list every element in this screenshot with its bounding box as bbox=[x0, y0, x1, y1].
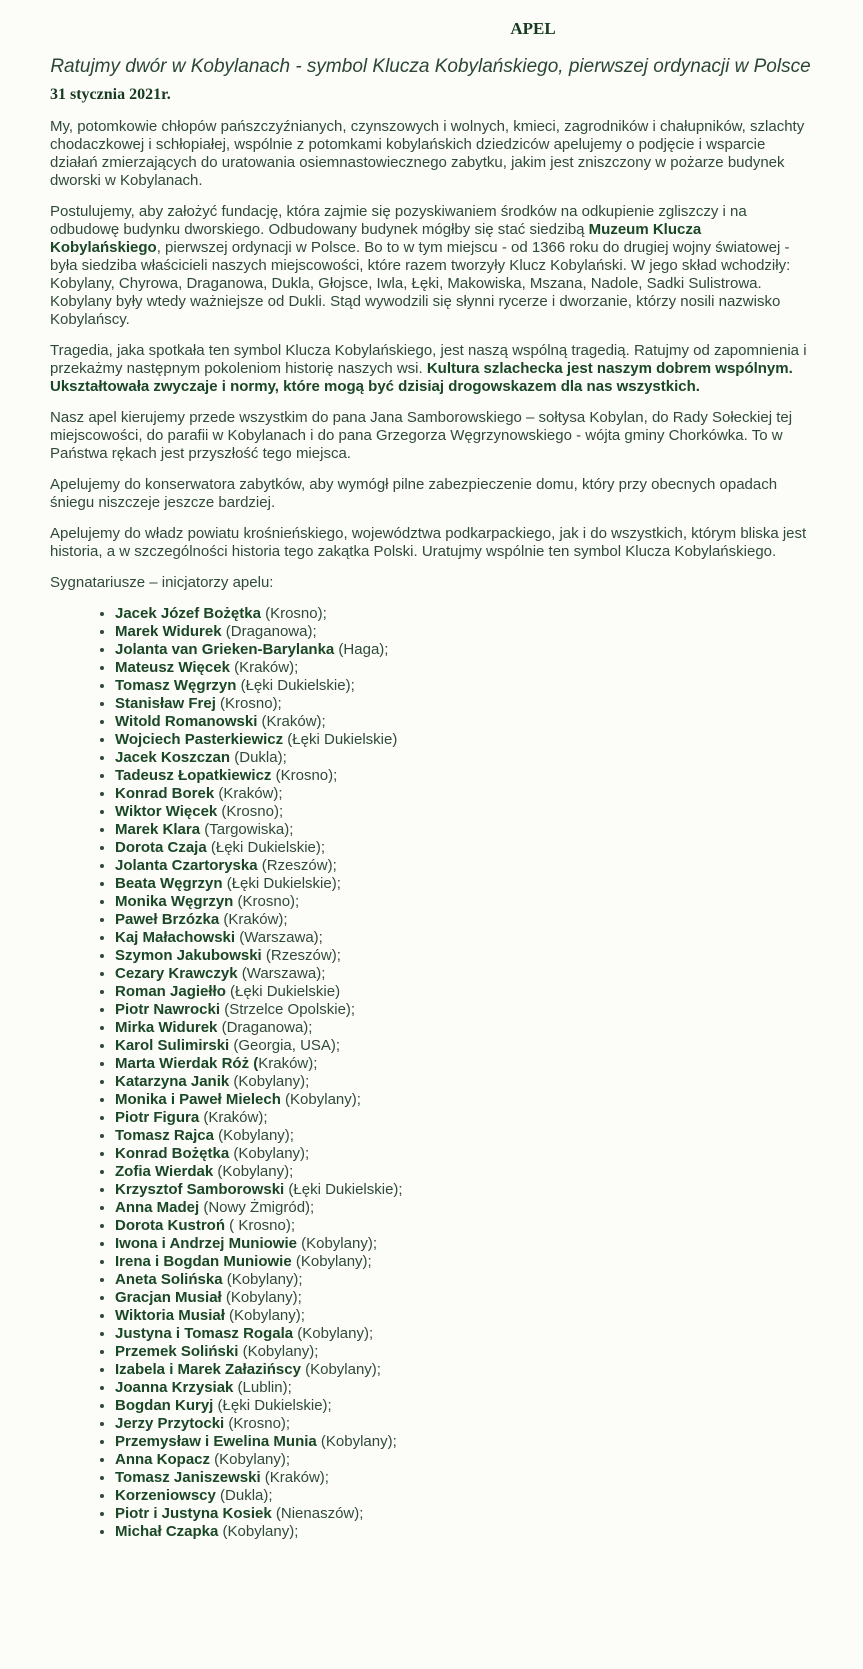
signatory-location: (Krosno); bbox=[233, 893, 300, 910]
signatory-location: (Nienaszów); bbox=[271, 1505, 364, 1522]
signatory-name: Paweł Brzózka bbox=[115, 911, 220, 928]
signatory-name: Katarzyna Janik bbox=[115, 1073, 230, 1090]
signatory-name: Wiktoria Musiał bbox=[115, 1307, 225, 1324]
paragraph-text: Postulujemy, aby założyć fundację, która zajmie się pozyskiwaniem środków na odkupienie zgliszczy i na odbudowę budynku dworskiego. Odbudowany budynek mógłby się stać siedzibą bbox=[50, 203, 747, 238]
signatory-item bbox=[115, 1235, 811, 1253]
signatory-name: Stanisław Frej bbox=[115, 695, 216, 712]
signatory-item bbox=[115, 1343, 811, 1361]
signatory-location: (Kobylany); bbox=[213, 1127, 294, 1144]
signatory-item bbox=[115, 1433, 811, 1451]
signatory-name: Krzysztof Samborowski bbox=[115, 1181, 285, 1198]
signatory-item bbox=[115, 749, 811, 767]
signatory-name: Kaj Małachowski bbox=[115, 929, 236, 946]
signatory-location: (Kobylany); bbox=[221, 1289, 302, 1306]
signatory-name: Anna Madej bbox=[115, 1199, 200, 1216]
signatory-location: (Kraków); bbox=[229, 659, 299, 676]
signatory-name: Beata Węgrzyn bbox=[115, 875, 223, 892]
signatory-location: (Kobylany); bbox=[291, 1253, 372, 1270]
signatory-name: Jacek Koszczan bbox=[115, 749, 231, 766]
signatory-location: (Kobylany); bbox=[210, 1451, 291, 1468]
signatory-name: Tomasz Rajca bbox=[115, 1127, 214, 1144]
signatory-name: Anna Kopacz bbox=[115, 1451, 211, 1468]
signatory-location: (Kobylany); bbox=[222, 1271, 303, 1288]
signatory-item bbox=[115, 1109, 811, 1127]
signatory-name: Gracjan Musiał bbox=[115, 1289, 222, 1306]
signatory-name: Marta Wierdak Róż ( bbox=[115, 1055, 259, 1072]
signatory-item bbox=[115, 947, 811, 965]
signatory-location: (Strzelce Opolskie); bbox=[220, 1001, 356, 1018]
signatory-location: (Kobylany); bbox=[293, 1325, 374, 1342]
body-paragraphs bbox=[50, 118, 811, 561]
signatory-name: Tomasz Janiszewski bbox=[115, 1469, 261, 1486]
signatory-item bbox=[115, 1469, 811, 1487]
paragraph bbox=[50, 118, 811, 190]
signatory-location: (Krosno); bbox=[224, 1415, 291, 1432]
paragraph-text: Apelujemy do konserwatora zabytków, aby wymógł pilne zabezpieczenie domu, który przy obecnych opadach śniegu niszczeje jeszcze bardziej. bbox=[50, 476, 778, 511]
signatory-item bbox=[115, 1325, 811, 1343]
signatory-name: Cezary Krawczyk bbox=[115, 965, 238, 982]
signatory-location: (Krosno); bbox=[217, 803, 284, 820]
signatory-location: (Kobylany); bbox=[300, 1361, 381, 1378]
signatory-item bbox=[115, 1163, 811, 1181]
signatory-name: Jolanta van Grieken-Barylanka bbox=[115, 641, 335, 658]
signatory-location: (Łęki Dukielskie) bbox=[283, 731, 398, 748]
signatory-name: Przemysław i Ewelina Munia bbox=[115, 1433, 317, 1450]
signatory-item bbox=[115, 767, 811, 785]
signatory-location: (Łęki Dukielskie); bbox=[236, 677, 355, 694]
signatory-location: (Kraków); bbox=[257, 713, 326, 730]
paragraph-text: , pierwszej ordynacji w Polsce. Bo to w tym miejscu - od 1366 roku do drugiej wojny światowej - była siedziba właścicieli naszych miejscowości, które razem tworzyły Klucz Kobylański. W jego skład wchodziły: Kobylany, Chyrowa, Draganowa, Dukla, Głojsce, Iwla, Łęki, Makowiska, Mszana, Nadole, Sadki Sulistrowa. Kobylany były wtedy ważniejsze od Dukli. Stąd wywodzili się słynni rycerze i dworzanie, którzy nosili nazwisko Kobylańscy. bbox=[50, 239, 791, 328]
signatory-item bbox=[115, 875, 811, 893]
paragraph-text: Apelujemy do władz powiatu krośnieńskiego, województwa podkarpackiego, jak i do wszystkich, którym bliska jest historia, a w szczególności historia tego zakątka Polski. Uratujmy wspólnie ten symbol Klucza Kobylańskiego. bbox=[50, 525, 807, 560]
signatory-name: Marek Klara bbox=[115, 821, 201, 838]
signatory-location: (Kobylany); bbox=[238, 1343, 319, 1360]
page-title: APEL bbox=[510, 19, 556, 38]
paragraph-text: Nasz apel kierujemy przede wszystkim do pana Jana Samborowskiego – sołtysa Kobylan, do Rady Sołeckiej tej miejscowości, do parafii w Kobylanach i do pana Grzegorza Węgrzynowskiego - wójta gminy Chorkówka. To w Państwa rękach jest przyszłość tego miejsca. bbox=[50, 409, 793, 462]
signatory-location: (Łęki Dukielskie); bbox=[222, 875, 341, 892]
signatory-name: Piotr Figura bbox=[115, 1109, 200, 1126]
signatory-item bbox=[115, 1073, 811, 1091]
signatory-location: (Kobylany); bbox=[316, 1433, 397, 1450]
signatory-location: (Kobylany); bbox=[229, 1073, 310, 1090]
signatory-item bbox=[115, 641, 811, 659]
signatory-location: (Kraków); bbox=[214, 785, 283, 802]
signatory-name: Piotr Nawrocki bbox=[115, 1001, 221, 1018]
signatory-location: (Haga); bbox=[334, 641, 389, 658]
signatory-name: Dorota Kustroń bbox=[115, 1217, 225, 1234]
signatories-list bbox=[50, 605, 811, 1541]
signatory-location: Kraków); bbox=[258, 1055, 318, 1072]
signatory-location: (Rzeszów); bbox=[261, 947, 341, 964]
signatory-name: Irena i Bogdan Muniowie bbox=[115, 1253, 292, 1270]
signatory-name: Wojciech Pasterkiewicz bbox=[115, 731, 284, 748]
signatory-location: (Targowiska); bbox=[200, 821, 294, 838]
bold-text: Kultura szlachecka jest naszym dobrem wspólnym. Ukształtowała zwyczaje i normy, które mogą być dzisiaj drogowskazem dla nas wszystkich. bbox=[50, 360, 793, 395]
signatory-name: Jacek Józef Bożętka bbox=[115, 605, 261, 622]
signatory-item bbox=[115, 1001, 811, 1019]
signatory-name: Michał Czapka bbox=[115, 1523, 219, 1540]
signatory-location: ( Krosno); bbox=[225, 1217, 296, 1234]
appeal-heading: Ratujmy dwór w Kobylanach - symbol Klucza Kobylańskiego, pierwszej ordynacji w Polsce bbox=[50, 56, 811, 77]
signatory-name: Monika Węgrzyn bbox=[115, 893, 234, 910]
signatory-item bbox=[115, 605, 811, 623]
signatory-item bbox=[115, 1091, 811, 1109]
signatory-name: Dorota Czaja bbox=[115, 839, 207, 856]
signatory-name: Aneta Solińska bbox=[115, 1271, 223, 1288]
signatory-item bbox=[115, 1451, 811, 1469]
signatory-name: Jerzy Przytocki bbox=[115, 1415, 225, 1432]
signatory-item bbox=[115, 677, 811, 695]
signatory-location: (Kobylany); bbox=[229, 1145, 310, 1162]
paragraph-text: Tragedia, jaka spotkała ten symbol Klucza Kobylańskiego, jest naszą wspólną tragedią. Ratujmy od zapomnienia i przekażmy następnym pokoleniom historię naszych wsi. bbox=[50, 342, 807, 377]
signatory-item bbox=[115, 803, 811, 821]
signatory-name: Joanna Krzysiak bbox=[115, 1379, 234, 1396]
signatory-item bbox=[115, 1217, 811, 1235]
signatory-location: (Kraków); bbox=[199, 1109, 268, 1126]
signatory-location: (Kobylany); bbox=[280, 1091, 361, 1108]
signatory-item bbox=[115, 821, 811, 839]
signatory-item bbox=[115, 1307, 811, 1325]
signatory-item bbox=[115, 1127, 811, 1145]
signatory-name: Przemek Soliński bbox=[115, 1343, 239, 1360]
signatory-item bbox=[115, 1397, 811, 1415]
signatory-item bbox=[115, 1289, 811, 1307]
signatory-location: (Draganowa); bbox=[221, 623, 317, 640]
signatory-location: (Łęki Dukielskie) bbox=[225, 983, 341, 1000]
signatory-item bbox=[115, 983, 811, 1001]
signatory-item bbox=[115, 1415, 811, 1433]
signatory-item bbox=[115, 1181, 811, 1199]
signatory-item bbox=[115, 1271, 811, 1289]
signatory-name: Witold Romanowski bbox=[115, 713, 258, 730]
signatory-item bbox=[115, 1199, 811, 1217]
signatory-item bbox=[115, 1487, 811, 1505]
signatory-location: (Kobylany); bbox=[224, 1307, 305, 1324]
signatory-location: (Łęki Dukielskie); bbox=[206, 839, 326, 856]
signatory-item bbox=[115, 857, 811, 875]
paragraph-text: My, potomkowie chłopów pańszczyźnianych, czynszowych i wolnych, kmieci, zagrodników i chałupników, szlachty chodaczkowej i schłopiałej, wspólnie z potomkami kobylańskich dziedziców apelujemy o podjęcie i wsparcie działań zmierzających do uratowania osiemnastowiecznego zabytku, jakim jest zniszczony w pożarze budynek dworski w Kobylanach. bbox=[50, 118, 805, 189]
signatory-item bbox=[115, 1145, 811, 1163]
date-line: 31 stycznia 2021r. bbox=[50, 86, 171, 103]
signatory-item bbox=[115, 1055, 811, 1073]
signatory-location: (Krosno); bbox=[215, 695, 282, 712]
signatory-location: (Dukla); bbox=[215, 1487, 273, 1504]
signatory-name: Mirka Widurek bbox=[115, 1019, 218, 1036]
signatory-name: Mateusz Więcek bbox=[115, 659, 230, 676]
signatory-item bbox=[115, 911, 811, 929]
signatory-name: Piotr i Justyna Kosiek bbox=[115, 1505, 272, 1522]
signatory-location: (Kraków); bbox=[219, 911, 288, 928]
signatory-name: Tomasz Węgrzyn bbox=[115, 677, 237, 694]
signatory-name: Iwona i Andrzej Muniowie bbox=[115, 1235, 297, 1252]
signatory-name: Tadeusz Łopatkiewicz bbox=[115, 767, 272, 784]
signatory-item bbox=[115, 1253, 811, 1271]
signatory-location: (Łęki Dukielskie); bbox=[213, 1397, 332, 1414]
signatory-item bbox=[115, 695, 811, 713]
signatory-location: (Kraków); bbox=[260, 1469, 329, 1486]
signatory-name: Szymon Jakubowski bbox=[115, 947, 262, 964]
signatory-item bbox=[115, 893, 811, 911]
signatory-item bbox=[115, 1361, 811, 1379]
signatory-name: Konrad Borek bbox=[115, 785, 215, 802]
signatory-item bbox=[115, 839, 811, 857]
signatory-item bbox=[115, 929, 811, 947]
signatory-location: (Georgia, USA); bbox=[229, 1037, 341, 1054]
signatory-item bbox=[115, 713, 811, 731]
signatory-name: Monika i Paweł Mielech bbox=[115, 1091, 281, 1108]
signatory-name: Justyna i Tomasz Rogala bbox=[115, 1325, 294, 1342]
signatory-location: (Nowy Żmigród); bbox=[199, 1199, 315, 1216]
signatory-location: (Kobylany); bbox=[218, 1523, 299, 1540]
paragraph bbox=[50, 525, 811, 561]
signatories-label: Sygnatariusze – inicjatorzy apelu: bbox=[50, 574, 274, 591]
signatory-item bbox=[115, 1505, 811, 1523]
signatory-name: Bogdan Kuryj bbox=[115, 1397, 214, 1414]
signatory-name: Roman Jagiełło bbox=[115, 983, 226, 1000]
signatory-item bbox=[115, 1379, 811, 1397]
paragraph bbox=[50, 476, 811, 512]
bold-text: Muzeum Klucza Kobylańskiego bbox=[50, 221, 702, 256]
signatory-item bbox=[115, 1523, 811, 1541]
signatory-location: (Kobylany); bbox=[213, 1163, 294, 1180]
signatory-location: (Krosno); bbox=[260, 605, 327, 622]
signatory-name: Karol Sulimirski bbox=[115, 1037, 230, 1054]
paragraph bbox=[50, 342, 811, 396]
signatory-location: (Draganowa); bbox=[217, 1019, 313, 1036]
signatory-location: (Dukla); bbox=[230, 749, 287, 766]
signatory-location: (Lublin); bbox=[233, 1379, 292, 1396]
signatory-name: Marek Widurek bbox=[115, 623, 222, 640]
signatory-item bbox=[115, 623, 811, 641]
signatory-location: (Warszawa); bbox=[237, 965, 326, 982]
signatory-item bbox=[115, 1019, 811, 1037]
signatory-item bbox=[115, 965, 811, 983]
paragraph bbox=[50, 409, 811, 463]
signatory-location: (Kobylany); bbox=[296, 1235, 377, 1252]
signatory-item bbox=[115, 659, 811, 677]
signatory-item bbox=[115, 1037, 811, 1055]
signatory-location: (Łęki Dukielskie); bbox=[284, 1181, 403, 1198]
signatory-name: Wiktor Więcek bbox=[115, 803, 218, 820]
signatory-name: Izabela i Marek Załazińscy bbox=[115, 1361, 301, 1378]
signatory-location: (Krosno); bbox=[271, 767, 338, 784]
paragraph bbox=[50, 203, 811, 329]
signatory-location: (Rzeszów); bbox=[257, 857, 337, 874]
signatory-name: Korzeniowscy bbox=[115, 1487, 216, 1504]
signatory-item bbox=[115, 785, 811, 803]
signatory-name: Jolanta Czartoryska bbox=[115, 857, 258, 874]
signatory-name: Konrad Bożętka bbox=[115, 1145, 230, 1162]
signatory-name: Zofia Wierdak bbox=[115, 1163, 214, 1180]
signatory-location: (Warszawa); bbox=[235, 929, 323, 946]
signatory-item bbox=[115, 731, 811, 749]
